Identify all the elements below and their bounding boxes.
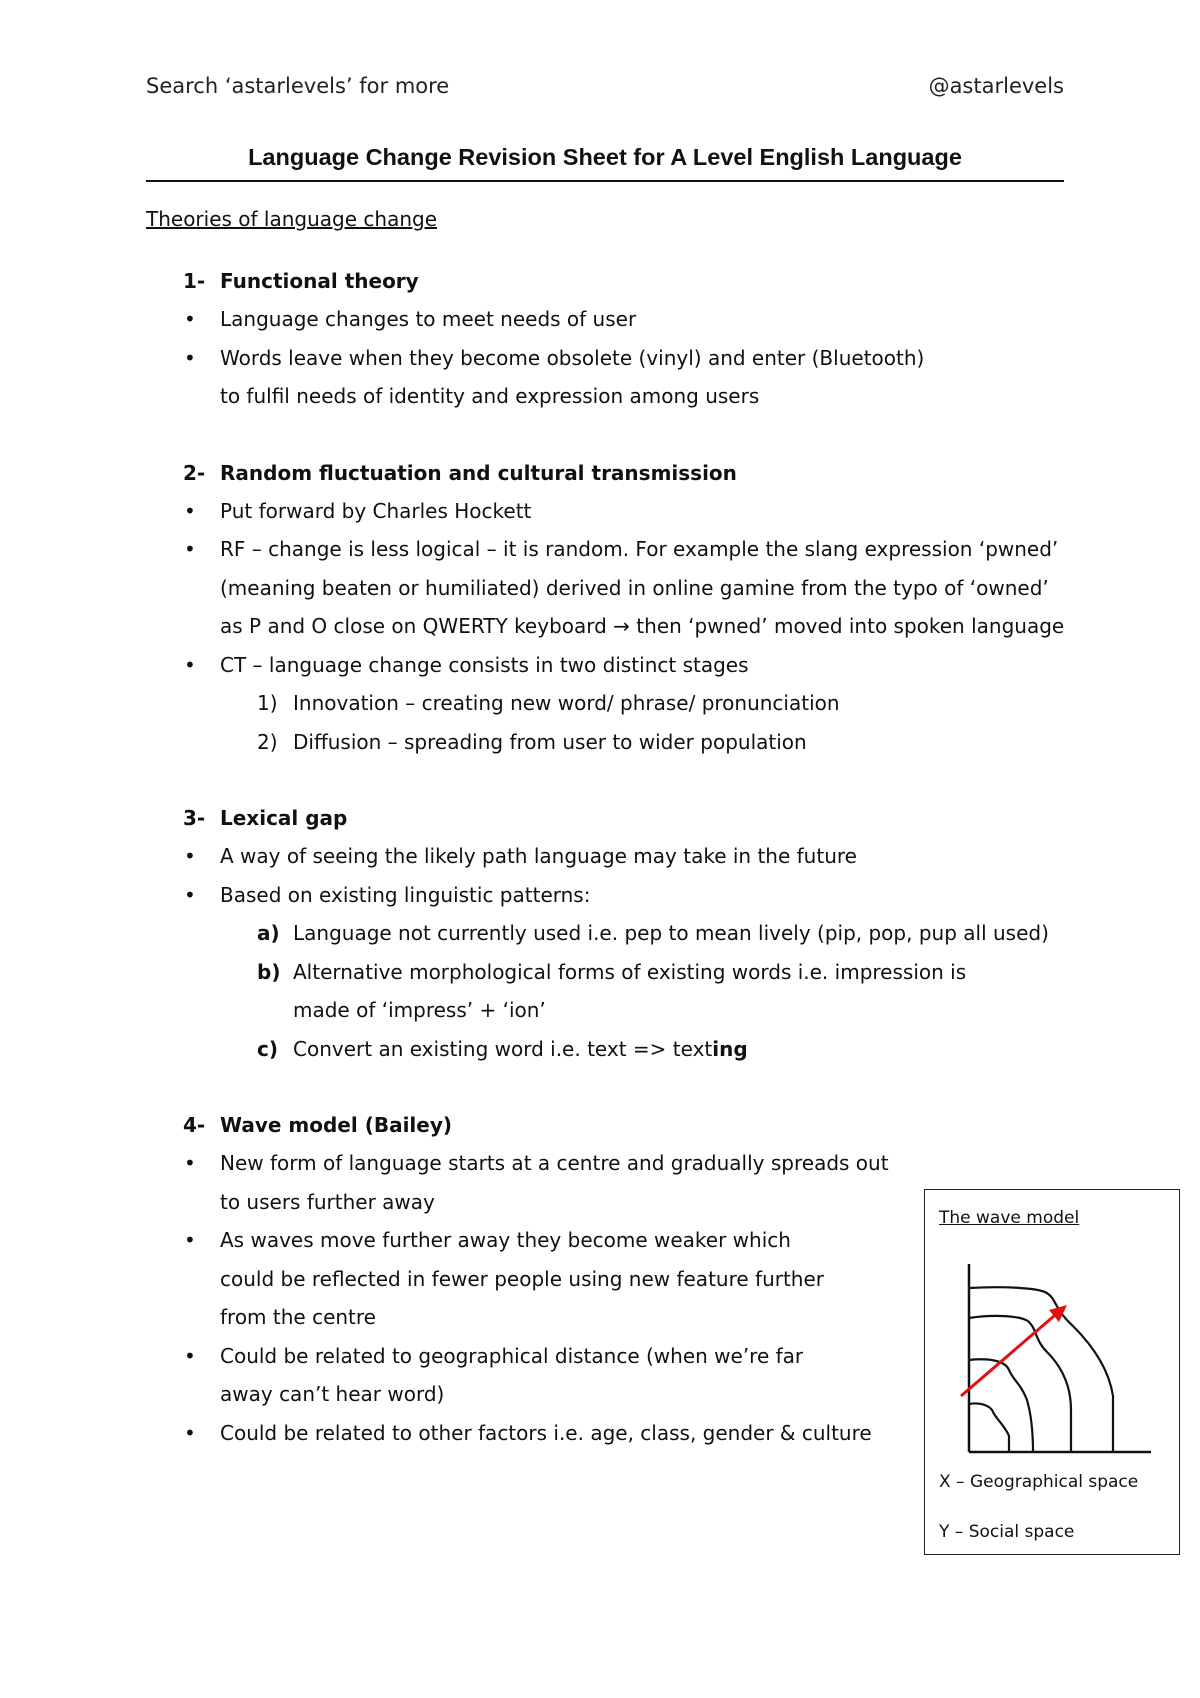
section-lexical-gap: [146, 799, 1066, 1068]
wave-curve-inner: [969, 1403, 1009, 1452]
section-wave-model: [146, 1106, 906, 1452]
pattern-text: Alternative morphological forms of existing words i.e. impression is made of ‘impress’ + ‘ion’: [293, 959, 967, 1022]
section-random-fluctuation: [146, 454, 1066, 762]
section-heading-text: Functional theory: [220, 269, 419, 293]
spread-arrow: [961, 1310, 1061, 1396]
lettered-pattern-list: [146, 914, 1066, 1068]
pattern-marker: a): [257, 921, 280, 945]
section-heading: [146, 262, 1066, 300]
pattern-text-suffix: ing: [712, 1036, 748, 1061]
bullet-item: • Could be related to other factors i.e. age, class, gender & culture: [146, 1414, 906, 1453]
bullet-item: • RF – change is less logical – it is random. For example the slang expression ‘pwned’ (meaning beaten or humiliated) derived in online gamine from the typo of ‘owned’ as P and O close on QWERTY keyboard → then ‘pwned’ moved into spoken language: [146, 530, 1066, 646]
wave-model-figure: [924, 1189, 1180, 1555]
x-axis-label: X – Geographical space: [939, 1472, 1139, 1492]
numbered-stage-list: [146, 684, 1066, 761]
section-number: 3-: [183, 806, 206, 830]
stage-marker: 1): [257, 691, 278, 715]
bullet-item: • Based on existing linguistic patterns:: [146, 876, 1066, 915]
bullet-item: • CT – language change consists in two distinct stages: [146, 646, 1066, 685]
title-underline-divider: [146, 180, 1064, 182]
pattern-item: [146, 953, 993, 1030]
header-left-text: Search ‘astarlevels’ for more: [146, 74, 450, 98]
section-heading-text: Wave model (Bailey): [220, 1113, 453, 1137]
section-heading: [146, 799, 1066, 837]
section-subheading: Theories of language change: [146, 207, 438, 231]
wave-curve-second: [969, 1359, 1033, 1452]
bullet-item: • As waves move further away they become weaker which could be reflected in fewer people using new feature further from the centre: [146, 1221, 840, 1337]
section-number: 4-: [183, 1113, 206, 1137]
wave-model-title: The wave model: [939, 1208, 1080, 1228]
stage-item: [146, 723, 1066, 762]
pattern-marker: c): [257, 1036, 278, 1061]
section-functional-theory: [146, 262, 1066, 416]
bullet-list: [146, 300, 1066, 416]
stage-marker: 2): [257, 729, 278, 754]
stage-text: Innovation – creating new word/ phrase/ pronunciation: [293, 691, 840, 715]
stage-item: [146, 684, 1066, 723]
pattern-marker: b): [257, 959, 281, 984]
section-number: 1-: [183, 269, 206, 293]
bullet-item: • Put forward by Charles Hockett: [146, 492, 1066, 531]
stage-text: Diffusion – spreading from user to wider population: [293, 729, 807, 754]
bullet-list: [146, 1144, 906, 1452]
section-heading: [146, 454, 1066, 492]
section-heading-text: Random fluctuation and cultural transmission: [220, 460, 737, 485]
bullet-item: • New form of language starts at a centre and gradually spreads out to users further away: [146, 1144, 906, 1221]
bullet-item: • A way of seeing the likely path language may take in the future: [146, 837, 1066, 876]
y-axis-label: Y – Social space: [939, 1522, 1075, 1542]
pattern-text: Language not currently used i.e. pep to mean lively (pip, pop, pup all used): [293, 921, 1049, 945]
bullet-item: • Language changes to meet needs of user: [146, 300, 1066, 339]
section-number: 2-: [183, 460, 206, 485]
header-right-handle: @astarlevels: [928, 74, 1064, 98]
bullet-item: • Could be related to geographical distance (when we’re far away can’t hear word): [146, 1337, 860, 1414]
wave-curve-third: [969, 1316, 1071, 1452]
document-title: Language Change Revision Sheet for A Level English Language: [248, 144, 962, 170]
pattern-text: Convert an existing word i.e. text => text: [293, 1036, 713, 1061]
bullet-list: [146, 837, 1066, 914]
pattern-item: [146, 1030, 1066, 1069]
section-heading-text: Lexical gap: [220, 806, 348, 830]
bullet-item: • Words leave when they become obsolete (vinyl) and enter (Bluetooth) to fulfil needs of identity and expression among users: [146, 339, 940, 416]
wave-model-diagram: [925, 1260, 1181, 1470]
section-heading: [146, 1106, 906, 1144]
pattern-item: [146, 914, 1066, 953]
bullet-list: [146, 492, 1066, 685]
